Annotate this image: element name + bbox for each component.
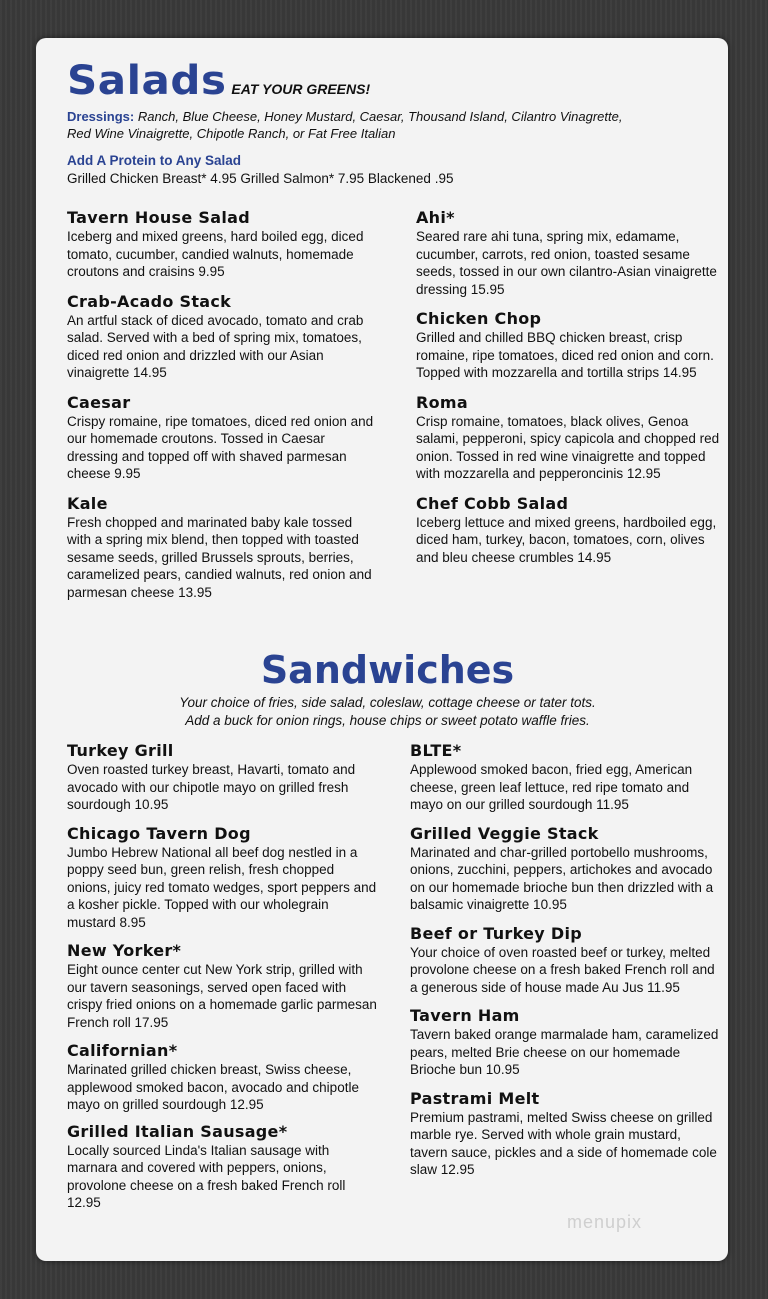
sandwiches-title: Sandwiches — [260, 648, 515, 692]
item-description: Iceberg and mixed greens, hard boiled egg, diced tomato, cucumber, candied walnuts, homemade croutons and craisins 9.95 — [67, 229, 364, 279]
item-description: Locally sourced Linda's Italian sausage with marnara and covered with peppers, onions, provolone cheese on a fresh baked French roll 12.95 — [67, 1142, 346, 1210]
item-description: Crisp romaine, tomatoes, black olives, Genoa salami, pepperoni, spicy capicola and chopped red onion. Tossed in red wine vinaigrette and topped with mozzarella and pepperoncinis 12.95 — [416, 413, 720, 481]
dressings-info — [67, 108, 647, 142]
menu-item — [416, 393, 726, 483]
item-name: Turkey Grill — [67, 741, 174, 760]
menu-content — [67, 38, 720, 1261]
menu-item — [410, 741, 720, 814]
item-description: Tavern baked orange marmalade ham, caramelized pears, melted Brie cheese on our homemade Brioche bun 10.95 — [410, 1027, 719, 1077]
item-description: Marinated grilled chicken breast, Swiss cheese, applewood smoked bacon, avocado and chipotle mayo on grilled sourdough 12.95 — [67, 1062, 359, 1112]
item-name: Grilled Italian Sausage* — [67, 1121, 288, 1141]
menu-item — [67, 494, 377, 602]
protein-text: Grilled Chicken Breast* 4.95 Grilled Salmon* 7.95 Blackened .95 — [67, 171, 454, 186]
sandwiches-upgrade-note: Add a buck for onion rings, house chips or sweet potato waffle fries. — [185, 713, 590, 728]
sandwiches-right-column — [410, 741, 720, 1191]
menu-item — [416, 309, 726, 382]
item-name: Ahi* — [416, 208, 455, 227]
menu-item — [410, 1006, 720, 1079]
menu-item — [67, 741, 377, 814]
menu-item — [416, 494, 726, 567]
salads-left-column — [67, 208, 377, 613]
item-name: Caesar — [67, 392, 131, 412]
item-name: Roma — [416, 392, 468, 412]
sandwiches-left-column — [67, 741, 377, 1224]
item-description: Marinated and char-grilled portobello mushrooms, onions, zucchini, peppers, artichokes and avocado on our homemade brioche bun then drizzled with a balsamic vinaigrette 10.95 — [410, 844, 714, 912]
item-description: Applewood smoked bacon, fried egg, American cheese, green leaf lettuce, red ripe tomato and mayo on our grilled sourdough 11.95 — [410, 762, 693, 812]
menu-item — [67, 208, 377, 281]
item-description: Your choice of oven roasted beef or turkey, melted provolone cheese on a fresh baked French roll and a generous side of house made Au Jus 11.95 — [410, 944, 715, 995]
item-description: Jumbo Hebrew National all beef dog nestled in a poppy seed bun, green relish, fresh chopped onions, juicy red tomato wedges, sport peppers and a kosher pickle. Topped with our wholegrain mustard 8.95 — [67, 844, 377, 930]
menu-card — [36, 38, 728, 1261]
salads-header — [67, 58, 370, 104]
protein-label: Add A Protein to Any Salad — [67, 153, 242, 168]
item-name: Tavern House Salad — [67, 208, 250, 227]
item-name: Chicago Tavern Dog — [67, 823, 251, 843]
item-description: Oven roasted turkey breast, Havarti, tomato and avocado with our chipotle mayo on grilled fresh sourdough 10.95 — [67, 762, 356, 812]
menu-item — [416, 208, 726, 298]
protein-info — [67, 152, 453, 188]
menu-item — [67, 393, 377, 483]
item-description: Iceberg lettuce and mixed greens, hardboiled egg, diced ham, turkey, bacon, tomatoes, corn, olives and bleu cheese crumbles 14.95 — [416, 514, 717, 565]
item-description: Grilled and chilled BBQ chicken breast, crisp romaine, ripe tomatoes, diced red onion and corn. Topped with mozzarella and tortilla strips 14.95 — [416, 330, 714, 380]
menu-item — [67, 941, 377, 1031]
sandwiches-sides-note: Your choice of fries, side salad, coleslaw, cottage cheese or tater tots. — [179, 695, 596, 710]
menu-item — [67, 1122, 377, 1212]
menu-item — [67, 1041, 377, 1114]
dressings-label: Dressings: — [67, 109, 135, 124]
item-description: Fresh chopped and marinated baby kale tossed with a spring mix blend, then topped with toasted sesame seeds, grilled Brussels sprouts, berries, caramelized pears, candied walnuts, red onion and parmesan cheese 13.95 — [67, 514, 372, 600]
menu-item — [410, 1089, 720, 1179]
item-name: Kale — [67, 493, 108, 513]
item-description: Seared rare ahi tuna, spring mix, edamame, cucumber, carrots, red onion, toasted sesame seeds, tossed in our own cilantro-Asian vinaigrette dressing 15.95 — [416, 229, 717, 297]
watermark: menupix — [566, 1212, 642, 1232]
menu-item — [410, 924, 720, 997]
item-description: An artful stack of diced avocado, tomato and crab salad. Served with a bed of spring mix, tomatoes, diced red onion and drizzled with our Asian vinaigrette 14.95 — [67, 312, 364, 380]
item-name: Pastrami Melt — [410, 1088, 540, 1108]
item-name: Beef or Turkey Dip — [410, 923, 583, 943]
menu-item — [410, 824, 720, 914]
item-description: Crispy romaine, ripe tomatoes, diced red onion and our homemade croutons. Tossed in Caesar dressing and topped off with shaved parmesan cheese 9.95 — [67, 413, 374, 481]
salads-tagline: EAT YOUR GREENS! — [231, 81, 371, 97]
item-name: Tavern Ham — [410, 1006, 520, 1025]
item-name: Grilled Veggie Stack — [410, 823, 599, 843]
item-name: Crab-Acado Stack — [67, 291, 232, 311]
item-name: BLTE* — [410, 741, 462, 760]
dressings-text: Ranch, Blue Cheese, Honey Mustard, Caesar, Thousand Island, Cilantro Vinagrette, Red Wine Vinaigrette, Chipotle Ranch, or Fat Free Italian — [67, 109, 623, 141]
item-name: Chef Cobb Salad — [416, 493, 569, 513]
item-description: Premium pastrami, melted Swiss cheese on grilled marble rye. Served with whole grain mustard, tavern sauce, pickles and a side of homemade cole slaw 12.95 — [410, 1109, 717, 1177]
sandwiches-subtitle — [67, 694, 708, 730]
item-name: New Yorker* — [67, 941, 182, 960]
menu-item — [67, 824, 377, 932]
item-name: Chicken Chop — [416, 309, 542, 328]
item-description: Eight ounce center cut New York strip, grilled with our tavern seasonings, served open faced with crispy fried onions on a homemade garlic parmesan French roll 17.95 — [67, 962, 377, 1030]
item-name: Californian* — [67, 1041, 178, 1060]
menu-item — [67, 292, 377, 382]
salads-title: Salads — [67, 58, 227, 104]
salads-right-column — [416, 208, 726, 578]
